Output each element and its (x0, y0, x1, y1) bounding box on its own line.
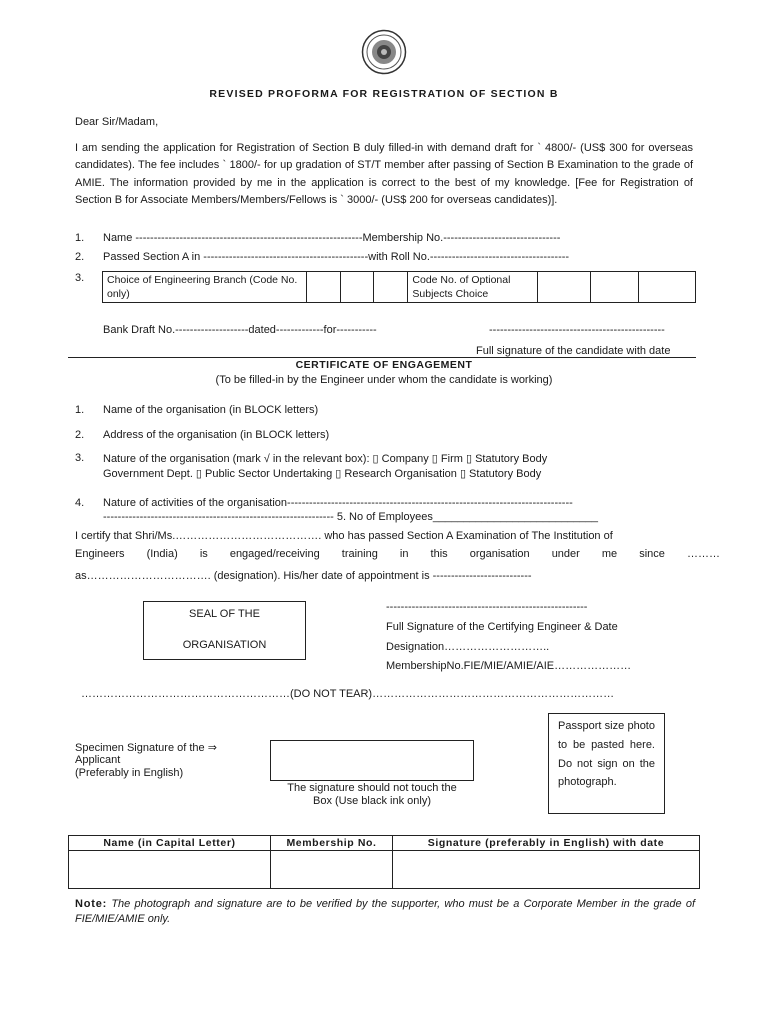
candidate-signature-line[interactable]: ------------------------------------------------ (489, 324, 665, 336)
salutation: Dear Sir/Madam, (75, 116, 159, 128)
item-number: 1. (75, 232, 85, 244)
branch-code-cell[interactable] (340, 272, 373, 303)
column-header-name: Name (in Capital Letter) (69, 836, 271, 851)
organisation-nature-options[interactable]: Nature of the organisation (mark √ in the relevant box): ▯ Company ▯ Firm ▯ Statutory Body (103, 453, 548, 465)
item-number: 3. (75, 452, 85, 464)
optional-subjects-label: Code No. of Optional Subjects Choice (408, 272, 538, 303)
seal-label: SEAL OF THE (189, 608, 260, 620)
item-number: 3. (75, 272, 85, 284)
column-header-signature: Signature (preferably in English) with date (393, 836, 700, 851)
subject-code-cell[interactable] (538, 272, 590, 303)
signature-cell[interactable] (393, 851, 700, 889)
candidate-signature-label: Full signature of the candidate with date (476, 345, 671, 357)
item-number: 2. (75, 429, 85, 441)
membership-cell[interactable] (271, 851, 393, 889)
signature-box-note: The signature should not touch the (287, 782, 457, 794)
column-header-membership: Membership No. (271, 836, 393, 851)
tear-line: …………………………………………………(DO NOT TEAR)………………………………………………………… (81, 688, 615, 700)
subject-code-cell[interactable] (590, 272, 638, 303)
name-field[interactable]: Name --------------------------------------------------------------Membership No.-------------------------------- (103, 232, 561, 244)
certify-statement: Engineers (India) is engaged/receiving training in this organisation under me since ……… (75, 548, 720, 560)
certify-statement: I certify that Shri/Ms.…………………………………. who has passed Section A Examination of The Institution of (75, 530, 613, 542)
branch-code-cell[interactable] (307, 272, 340, 303)
engineer-signature-label: Full Signature of the Certifying Engineer & Date (386, 621, 618, 633)
section-divider (68, 357, 696, 358)
branch-choice-table (102, 271, 696, 303)
intro-paragraph: I am sending the application for Registration of Section B duly filled-in with demand draft for ` 4800/- (US$ 300 for overseas candidates). The fee includes ` 1800/- for up gradation of ST/T member after passing of Section B Examination to the grade of AMIE. The information provided by me in the application is correct to the best of my knowledge. [Fee for Registration of Section B for Associate Members/Members/Fellows is ` 3000/- (US$ 200 for overseas candidates)]. (75, 142, 693, 207)
certificate-heading: CERTIFICATE OF ENGAGEMENT (295, 359, 473, 371)
bank-draft-field[interactable]: Bank Draft No.--------------------dated-------------for----------- (103, 324, 377, 336)
item-number: 1. (75, 404, 85, 416)
organisation-name-field[interactable]: Name of the organisation (in BLOCK letters) (103, 404, 319, 416)
applicant-details-table (68, 835, 700, 889)
organisation-activities-field[interactable]: Nature of activities of the organisation------------------------------------------------------------------------------ (103, 497, 573, 509)
employees-field[interactable]: --------------------------------------------------------------- 5. No of Employees___________________________ (103, 511, 598, 523)
note-label: Note: (75, 898, 108, 910)
subject-code-cell[interactable] (639, 272, 696, 303)
designation-field[interactable]: Designation……………………….. (386, 641, 550, 653)
note-text: The photograph and signature are to be verified by the supporter, who must be a Corporate Member in the grade of FIE/MIE/AMIE only. (75, 898, 696, 925)
footnote (75, 897, 695, 927)
specimen-signature-box[interactable] (270, 740, 474, 781)
specimen-label: (Preferably in English) (75, 767, 184, 779)
name-cell[interactable] (69, 851, 271, 889)
page-title: REVISED PROFORMA FOR REGISTRATION OF SECTION B (209, 88, 559, 100)
organisation-address-field[interactable]: Address of the organisation (in BLOCK letters) (103, 429, 330, 441)
engineer-signature-line[interactable]: ------------------------------------------------------- (386, 601, 588, 613)
branch-code-cell[interactable] (374, 272, 408, 303)
seal-label: ORGANISATION (182, 639, 267, 651)
institution-emblem-icon (361, 29, 407, 75)
choice-branch-label: Choice of Engineering Branch (Code No. only) (103, 272, 307, 303)
item-number: 4. (75, 497, 85, 509)
seal-box (143, 601, 306, 660)
passport-photo-box[interactable] (548, 713, 665, 814)
passed-section-field[interactable]: Passed Section A in ---------------------------------------------with Roll No.-------------------------------------- (103, 251, 570, 263)
organisation-nature-options[interactable]: Government Dept. ▯ Public Sector Undertaking ▯ Research Organisation ▯ Statutory Body (103, 468, 542, 480)
specimen-label: Specimen Signature of the ⇒ (75, 742, 217, 754)
membership-number-field[interactable]: MembershipNo.FIE/MIE/AMIE/AIE………………… (386, 660, 632, 672)
signature-box-note: Box (Use black ink only) (313, 795, 431, 807)
specimen-label: Applicant (75, 754, 121, 766)
item-number: 2. (75, 251, 85, 263)
certify-statement: as……………………………. (designation). His/her date of appointment is --------------------------- (75, 570, 532, 582)
certificate-subheading: (To be filled-in by the Engineer under whom the candidate is working) (215, 374, 553, 386)
photo-instructions: Passport size photo to be pasted here. Do not sign on the photograph. (558, 720, 655, 789)
